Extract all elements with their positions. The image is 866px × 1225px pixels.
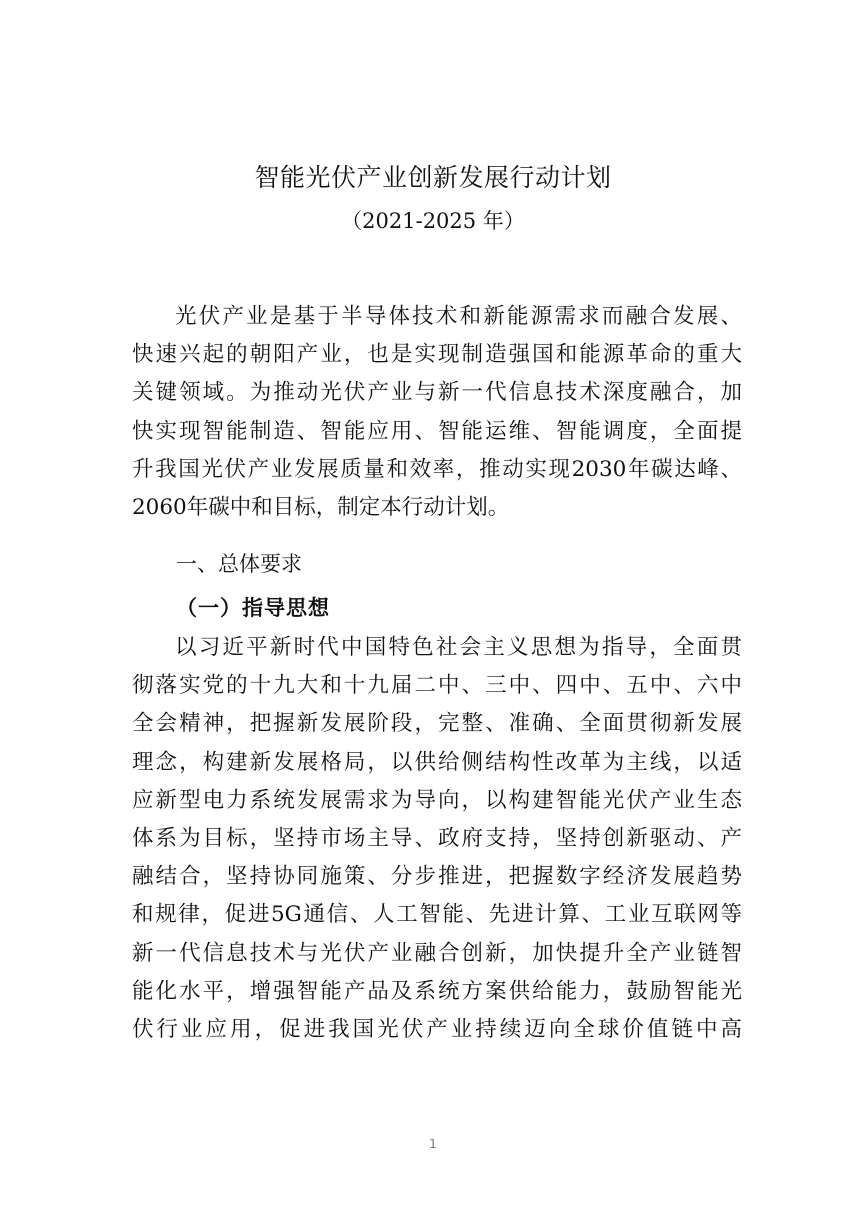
paragraph-line: 升我国光伏产业发展质量和效率，推动实现2030年碳达峰、 bbox=[132, 456, 742, 482]
document-subtitle: （2021-2025 年） bbox=[341, 209, 525, 233]
document-title: 智能光伏产业创新发展行动计划 bbox=[254, 163, 612, 192]
paragraph-line: 体系为目标，坚持市场主导、政府支持，坚持创新驱动、产 bbox=[132, 826, 742, 852]
intro-paragraph bbox=[132, 298, 742, 527]
paragraph-line: 光伏产业是基于半导体技术和新能源需求而融合发展、 bbox=[175, 304, 742, 329]
paragraph-line: 关键领域。为推动光伏产业与新一代信息技术深度融合，加 bbox=[132, 380, 742, 406]
paragraph-line: 融结合，坚持协同施策、分步推进，把握数字经济发展趋势 bbox=[132, 864, 742, 890]
paragraph-line: 和规律，促进5G通信、人工智能、先进计算、工业互联网等 bbox=[132, 902, 742, 928]
paragraph-line: 彻落实党的十九大和十九届二中、三中、四中、五中、六中 bbox=[132, 673, 742, 699]
paragraph-line: 伏行业应用，促进我国光伏产业持续迈向全球价值链中高 bbox=[132, 1017, 742, 1043]
paragraph-line: 新一代信息技术与光伏产业融合创新，加快提升全产业链智 bbox=[132, 940, 742, 966]
paragraph-line: 以习近平新时代中国特色社会主义思想为指导，全面贯 bbox=[175, 635, 742, 660]
guidance-paragraph bbox=[132, 629, 742, 1049]
page-number: 1 bbox=[429, 1137, 437, 1151]
paragraph-line: 快实现智能制造、智能应用、智能运维、智能调度，全面提 bbox=[132, 418, 742, 444]
subsection-heading: （一）指导思想 bbox=[176, 596, 330, 620]
paragraph-line: 能化水平，增强智能产品及系统方案供给能力，鼓励智能光 bbox=[132, 978, 742, 1004]
section-heading: 一、总体要求 bbox=[176, 552, 302, 576]
paragraph-line: 全会精神，把握新发展阶段，完整、准确、全面贯彻新发展 bbox=[132, 711, 742, 737]
paragraph-line: 理念，构建新发展格局，以供给侧结构性改革为主线，以适 bbox=[132, 749, 742, 775]
paragraph-line: 应新型电力系统发展需求为导向，以构建智能光伏产业生态 bbox=[132, 787, 742, 813]
paragraph-line: 快速兴起的朝阳产业，也是实现制造强国和能源革命的重大 bbox=[132, 342, 742, 368]
paragraph-line: 2060年碳中和目标，制定本行动计划。 bbox=[132, 495, 510, 521]
